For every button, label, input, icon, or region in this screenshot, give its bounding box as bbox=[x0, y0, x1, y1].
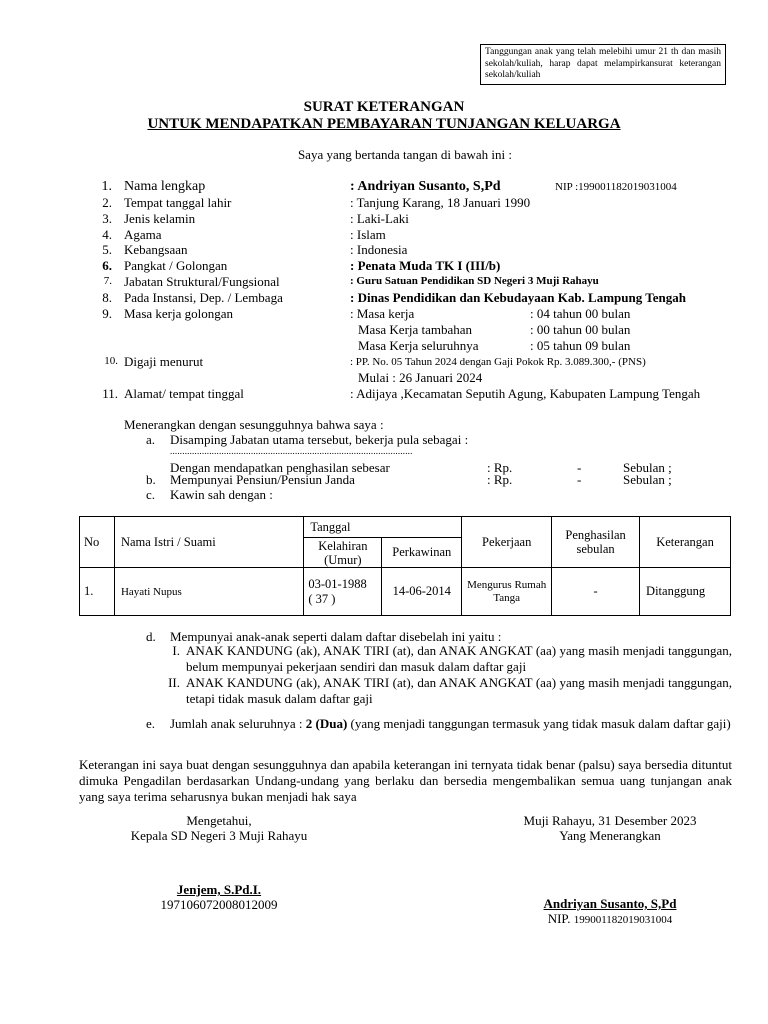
sign-right-l1: Muji Rahayu, 31 Desember 2023 bbox=[523, 813, 697, 828]
field-label-jk: Jenis kelamin bbox=[124, 211, 196, 226]
masa-kerja-seluruhnya-value: : 05 tahun 09 bulan bbox=[530, 338, 631, 353]
field-label-digaji: Digaji menurut bbox=[124, 354, 204, 369]
field-nip-inline: NIP :199001182019031004 bbox=[555, 181, 677, 193]
field-value-masa-kerja-label: : Masa kerja bbox=[350, 306, 415, 321]
field-label-alamat: Alamat/ tempat tinggal bbox=[124, 386, 244, 401]
dotted-line: ................................................................................................... bbox=[170, 446, 413, 456]
field-number: 3. bbox=[102, 211, 112, 226]
sign-right-nip-value: 199001182019031004 bbox=[573, 914, 673, 926]
row-kelahiran bbox=[304, 568, 382, 616]
spouse-table bbox=[79, 516, 731, 616]
penghasilan-dash: - bbox=[577, 460, 582, 475]
field-value-jk: : Laki-Laki bbox=[350, 211, 409, 226]
field-value-pangkat: : Penata Muda TK I (III/b) bbox=[350, 258, 501, 273]
penghasilan-text: Dengan mendapatkan penghasilan sebesar bbox=[170, 460, 390, 475]
item-a-text: Disamping Jabatan utama tersebut, bekerja pula sebagai : bbox=[170, 432, 469, 447]
header-tanggal: Tanggal bbox=[304, 517, 462, 538]
masa-kerja-seluruhnya-label: Masa Kerja seluruhnya bbox=[358, 338, 479, 353]
field-value-kebangsaan: : Indonesia bbox=[350, 242, 408, 257]
item-e-pre: Jumlah anak seluruhnya : bbox=[170, 716, 306, 731]
row-keterangan: Ditanggung bbox=[640, 568, 731, 616]
item-d-text: Mempunyai anak-anak seperti dalam daftar disebelah ini yaitu : bbox=[170, 629, 502, 644]
masa-kerja-tambahan-label: Masa Kerja tambahan bbox=[358, 322, 473, 337]
item-c-text: Kawin sah dengan : bbox=[170, 487, 273, 502]
penghasilan-unit: Sebulan ; bbox=[623, 460, 672, 475]
field-number: 7. bbox=[103, 275, 112, 287]
item-e-count: 2 (Dua) bbox=[305, 716, 348, 731]
masa-kerja-value: : 04 tahun 00 bulan bbox=[530, 306, 631, 321]
table-row bbox=[80, 568, 731, 616]
attachment-note: Tanggungan anak yang telah melebihi umur 21 th dan masih sekolah/kuliah, harap dapat melampirkansurat keterangan sekolah/kuliah bbox=[480, 44, 726, 85]
item-e-text bbox=[170, 716, 732, 732]
item-letter: b. bbox=[146, 472, 156, 487]
field-number: 8. bbox=[102, 290, 112, 305]
field-value-digaji: : PP. No. 05 Tahun 2024 dengan Gaji Pokok Rp. 3.089.300,- (PNS) bbox=[350, 356, 646, 368]
pensiun-dash: - bbox=[577, 472, 582, 487]
field-label-agama: Agama bbox=[124, 227, 162, 242]
field-number: 10. bbox=[104, 355, 118, 367]
row-nama: Hayati Nupus bbox=[114, 568, 303, 616]
field-value-ttl: : Tanjung Karang, 18 Januari 1990 bbox=[350, 195, 531, 210]
item-letter: d. bbox=[146, 629, 156, 644]
masa-kerja-tambahan-value: : 00 tahun 00 bulan bbox=[530, 322, 631, 337]
penghasilan-rp: : Rp. bbox=[487, 460, 513, 475]
sign-right-nip-label: NIP. bbox=[547, 911, 571, 926]
row-no: 1. bbox=[80, 568, 115, 616]
field-number: 6. bbox=[102, 258, 112, 273]
roman-number: II. bbox=[168, 675, 180, 690]
field-label-kebangsaan: Kebangsaan bbox=[124, 242, 188, 257]
field-value-alamat: : Adijaya ,Kecamatan Seputih Agung, Kabupaten Lampung Tengah bbox=[350, 386, 701, 401]
pensiun-rp: : Rp. bbox=[487, 472, 513, 487]
document-subtitle: UNTUK MENDAPATKAN PEMBAYARAN TUNJANGAN KELUARGA bbox=[147, 116, 621, 132]
sign-right-name: Andriyan Susanto, S,Pd bbox=[543, 896, 677, 911]
header-pekerjaan: Pekerjaan bbox=[462, 517, 552, 568]
header-keterangan: Keterangan bbox=[640, 517, 731, 568]
mulai-date: Mulai : 26 Januari 2024 bbox=[358, 370, 483, 385]
item-e-post: (yang menjadi tanggungan termasuk yang tidak masuk dalam daftar gaji) bbox=[347, 716, 731, 731]
field-label-ttl: Tempat tanggal lahir bbox=[124, 195, 232, 210]
row-pekerjaan: Mengurus Rumah Tanga bbox=[462, 568, 552, 616]
field-number: 2. bbox=[102, 195, 112, 210]
document-title: SURAT KETERANGAN bbox=[303, 99, 465, 115]
sign-left-nip: 197106072008012009 bbox=[160, 897, 278, 912]
field-label-jabatan: Jabatan Struktural/Fungsional bbox=[124, 274, 280, 289]
intro-text: Saya yang bertanda tangan di bawah ini : bbox=[297, 147, 513, 162]
field-value-nama: : Andriyan Susanto, S,Pd bbox=[350, 179, 501, 194]
header-kelahiran: Kelahiran (Umur) bbox=[304, 538, 382, 568]
sign-left-l2: Kepala SD Negeri 3 Muji Rahayu bbox=[130, 828, 308, 843]
sign-left-name: Jenjem, S.Pd.I. bbox=[176, 882, 262, 897]
field-value-jabatan: : Guru Satuan Pendidikan SD Negeri 3 Muji Rahayu bbox=[350, 275, 599, 287]
field-value-instansi: : Dinas Pendidikan dan Kebudayaan Kab. Lampung Tengah bbox=[350, 290, 686, 305]
pensiun-unit: Sebulan ; bbox=[623, 472, 672, 487]
field-number: 1. bbox=[101, 179, 112, 194]
field-label-masa-kerja: Masa kerja golongan bbox=[124, 306, 234, 321]
field-label-nama: Nama lengkap bbox=[124, 179, 206, 194]
item-letter: c. bbox=[146, 487, 156, 502]
item-b-text: Mempunyai Pensiun/Pensiun Janda bbox=[170, 472, 355, 487]
row-penghasilan: - bbox=[552, 568, 640, 616]
roman-2-text: ANAK KANDUNG (ak), ANAK TIRI (at), dan ANAK ANGKAT (aa) yang masih menjadi tanggungan, tetapi tidak masuk dalam daftar gaji bbox=[186, 675, 732, 706]
sign-right-l2: Yang Menerangkan bbox=[559, 828, 661, 843]
field-number: 4. bbox=[102, 227, 112, 242]
header-nama: Nama Istri / Suami bbox=[114, 517, 303, 568]
field-label-instansi: Pada Instansi, Dep. / Lembaga bbox=[124, 290, 283, 305]
sign-right-nip bbox=[510, 911, 710, 927]
roman-number: I. bbox=[172, 643, 180, 658]
field-label-pangkat: Pangkat / Golongan bbox=[124, 258, 228, 273]
header-no: No bbox=[80, 517, 115, 568]
row-perkawinan: 14-06-2014 bbox=[382, 568, 462, 616]
roman-1-text: ANAK KANDUNG (ak), ANAK TIRI (at), dan ANAK ANGKAT (aa) yang masih menjadi tanggungan, belum mempunyai pekerjaan sendiri dan masuk dalam daftar gaji bbox=[186, 643, 732, 674]
sign-left-l1: Mengetahui, bbox=[186, 813, 252, 828]
item-letter: a. bbox=[146, 432, 156, 447]
field-number: 5. bbox=[102, 242, 112, 257]
menerangkan-text: Menerangkan dengan sesungguhnya bahwa saya : bbox=[124, 417, 384, 432]
header-penghasilan: Penghasilan sebulan bbox=[552, 517, 640, 568]
header-perkawinan: Perkawinan bbox=[382, 538, 462, 568]
field-number: 11. bbox=[102, 386, 118, 401]
row-kelahiran-date: 03-01-1988 bbox=[308, 576, 367, 591]
item-letter: e. bbox=[146, 716, 156, 731]
row-umur: ( 37 ) bbox=[308, 591, 336, 606]
field-value-agama: : Islam bbox=[350, 227, 386, 242]
closing-statement: Keterangan ini saya buat dengan sesungguhnya dan apabila keterangan ini ternyata tidak benar (palsu) saya bersedia dituntut dimuka Pengadilan berdasarkan Undang-undang yang berlaku dan bersedia mengembalikan semua uang tunjangan anak yang saya terima seharusnya bukan menjadi hak saya bbox=[79, 757, 732, 804]
field-number: 9. bbox=[102, 306, 112, 321]
